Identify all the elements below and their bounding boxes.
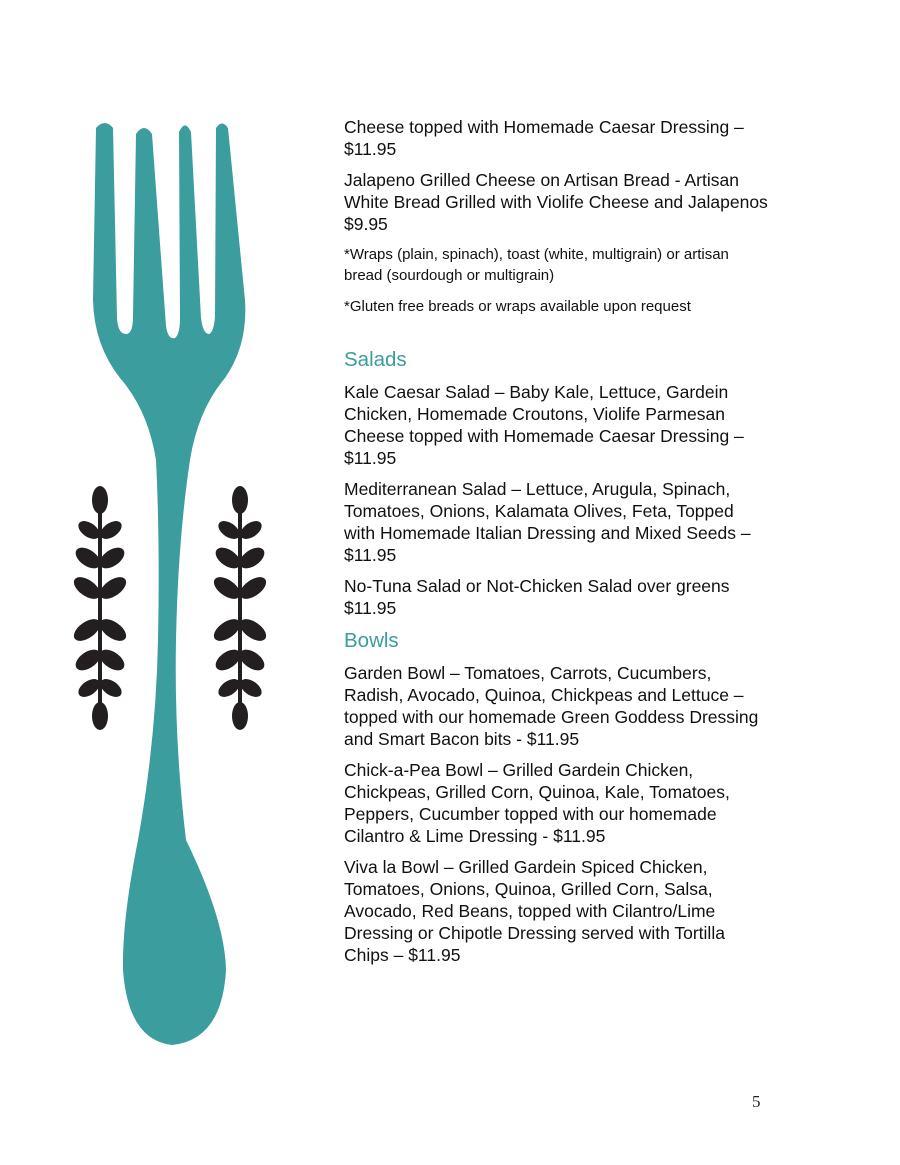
menu-item-mediterranean-salad: Mediterranean Salad – Lettuce, Arugula, Spinach, Tomatoes, Onions, Kalamata Olives, Feta, Topped with Homemade Italian Dressing and Mixed Seeds – $11.95 <box>344 479 751 565</box>
leaf-branch-icon <box>210 486 270 730</box>
bread-options-note: *Wraps (plain, spinach), toast (white, multigrain) or artisan bread (sourdough or multigrain) <box>344 246 729 284</box>
section-heading-salads: Salads <box>344 348 407 371</box>
menu-item-kale-caesar-salad: Kale Caesar Salad – Baby Kale, Lettuce, Gardein Chicken, Homemade Croutons, Violife Parmesan Cheese topped with Homemade Caesar Dressing – $11.95 <box>344 382 744 468</box>
menu-item-caesar-continued: Cheese topped with Homemade Caesar Dressing – $11.95 <box>344 117 744 159</box>
gluten-free-note: *Gluten free breads or wraps available upon request <box>344 298 691 315</box>
page-number: 5 <box>752 1092 761 1111</box>
fork-illustration <box>0 0 320 1100</box>
menu-item-chick-a-pea-bowl: Chick-a-Pea Bowl – Grilled Gardein Chicken, Chickpeas, Grilled Corn, Quinoa, Kale, Tomatoes, Peppers, Cucumber topped with our homemade Cilantro & Lime Dressing - $11.95 <box>344 760 730 846</box>
leaf-branch-icon <box>70 486 130 730</box>
menu-item-jalapeno-grilled-cheese: Jalapeno Grilled Cheese on Artisan Bread - Artisan White Bread Grilled with Violife Cheese and Jalapenos $9.95 <box>344 170 768 234</box>
menu-item-garden-bowl: Garden Bowl – Tomatoes, Carrots, Cucumbers, Radish, Avocado, Quinoa, Chickpeas and Lettuce – topped with our homemade Green Goddess Dressing and Smart Bacon bits - $11.95 <box>344 663 759 749</box>
menu-content <box>344 116 769 975</box>
menu-item-no-tuna-salad: No-Tuna Salad or Not-Chicken Salad over greens $11.95 <box>344 576 730 618</box>
menu-item-viva-la-bowl: Viva la Bowl – Grilled Gardein Spiced Chicken, Tomatoes, Onions, Quinoa, Grilled Corn, Salsa, Avocado, Red Beans, topped with Cilantro/Lime Dressing or Chipotle Dressing served with Tortilla Chips – $11.95 <box>344 857 725 965</box>
section-heading-bowls: Bowls <box>344 629 399 652</box>
